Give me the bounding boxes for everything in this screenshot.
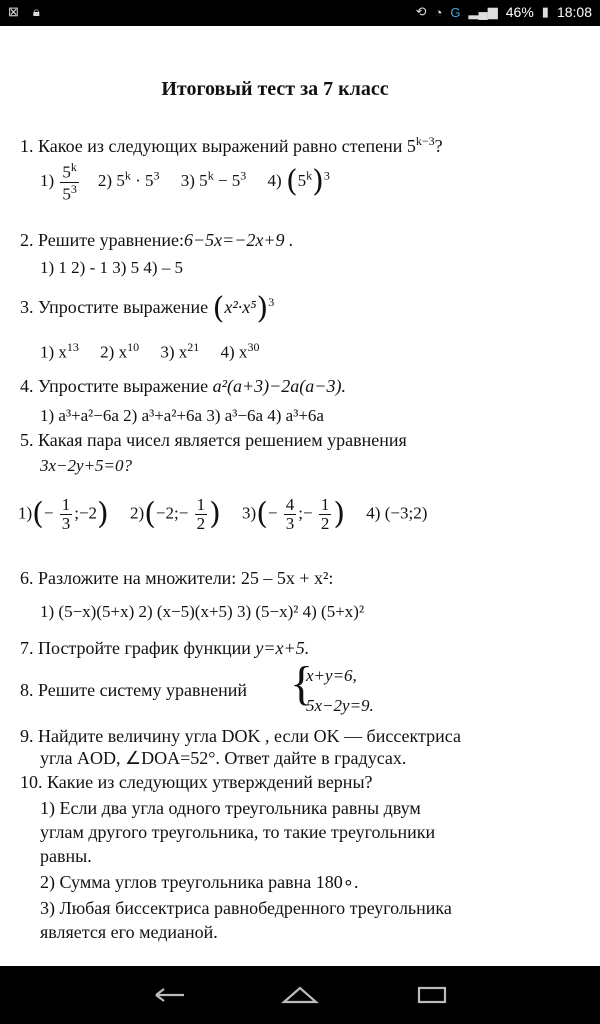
question-9: 9. Найдите величину угла DOK , если OK — биссектриса [20, 726, 461, 746]
clock: 18:08 [556, 4, 592, 20]
notification-icon: ⊠ [8, 4, 19, 19]
recent-apps-button[interactable] [412, 982, 452, 1008]
statement-3-line1: 3) Любая биссектриса равнобедренного треугольника [40, 898, 452, 918]
page-title: Итоговый тест за 7 класс [161, 78, 389, 100]
navigation-bar [0, 966, 600, 1024]
question-6-answers: 1) (5−x)(5+x) 2) (x−5)(x+5) 3) (5−x)² 4) (5+x)² [40, 602, 365, 621]
statement-1-line3: равны. [40, 846, 92, 866]
equation-1: x+y=6, [306, 666, 357, 685]
answer-1-fraction: $\frac{5^k}{5^3}$ [62, 160, 77, 204]
question-7: 7. Постройте график функции y=x+5. [20, 638, 310, 658]
question-1-answers: 1) $\frac{5^k}{5^3}$ 2) $5^k \cdot 5^3$ 3) $5^k - 5^3$ 4) $(5^k)^3$ [40, 160, 330, 204]
back-icon [152, 985, 188, 1005]
question-5-answers: 1)(− $\frac{1}{3}$ ;−2) 2)(−2;− $\frac{1}{2}$ ) 3)(− $\frac{4}{3}$ ;− $\frac{1}{2}$ ) 4) (−3;2) [18, 495, 428, 533]
question-8: 8. Решите систему уравнений [20, 680, 247, 700]
question-5: 5. Какая пара чисел является решением уравнения [20, 430, 407, 450]
network-type: G [450, 4, 461, 20]
signal-icon: ▂▄▆ [468, 4, 498, 19]
question-3: 3. Упростите выражение $(x^2\cdot x^5)^3$ [20, 291, 275, 326]
question-6: 6. Разложите на множители: 25 – 5x + x²: [20, 568, 334, 588]
battery-icon: ▮ [541, 4, 549, 19]
statement-2: 2) Сумма углов треугольника равна 180∘. [40, 872, 359, 892]
document-page [0, 26, 600, 966]
question-9-line2: угла AOD, ∠DOA=52°. Ответ дайте в градусах. [40, 748, 407, 768]
equation-2: 5x−2y=9. [306, 696, 374, 715]
back-button[interactable] [150, 982, 190, 1008]
rotate-icon: ⟲ [415, 4, 427, 19]
question-1: 1. Какое из следующих выражений равно степени $5^{k-3}$? [20, 134, 443, 156]
statement-3-line2: является его медианой. [40, 922, 218, 942]
lock-icon: 🔒︎ [32, 4, 40, 19]
question-2-answers: 1) 1 2) - 1 3) 5 4) – 5 [40, 258, 184, 277]
home-button[interactable] [280, 982, 320, 1008]
status-bar [0, 0, 600, 26]
wifi-icon: ◔ [434, 4, 443, 20]
question-10: 10. Какие из следующих утверждений верны? [20, 772, 373, 792]
question-4: 4. Упростите выражение a²(a+3)−2a(a−3). [20, 376, 346, 396]
question-4-answers: 1) a³+a²−6a 2) a³+a²+6a 3) a³−6a 4) a³+6a [40, 406, 324, 425]
home-icon [281, 984, 319, 1006]
question-5-equation: 3x−2y+5=0? [40, 456, 133, 475]
question-2: 2. Решите уравнение:6−5x=−2x+9 . [20, 230, 294, 250]
statement-1-line1: 1) Если два угла одного треугольника равны двум [40, 798, 421, 818]
question-3-answers: 1) $x^{13}$ 2) $x^{10}$ 3) $x^{21}$ 4) $x^{30}$ [40, 340, 260, 362]
battery-percent: 46% [505, 4, 534, 20]
system-brace: { [290, 657, 314, 710]
statement-1-line2: углам другого треугольника, то такие треугольники [40, 822, 436, 842]
recent-apps-icon [415, 984, 449, 1006]
